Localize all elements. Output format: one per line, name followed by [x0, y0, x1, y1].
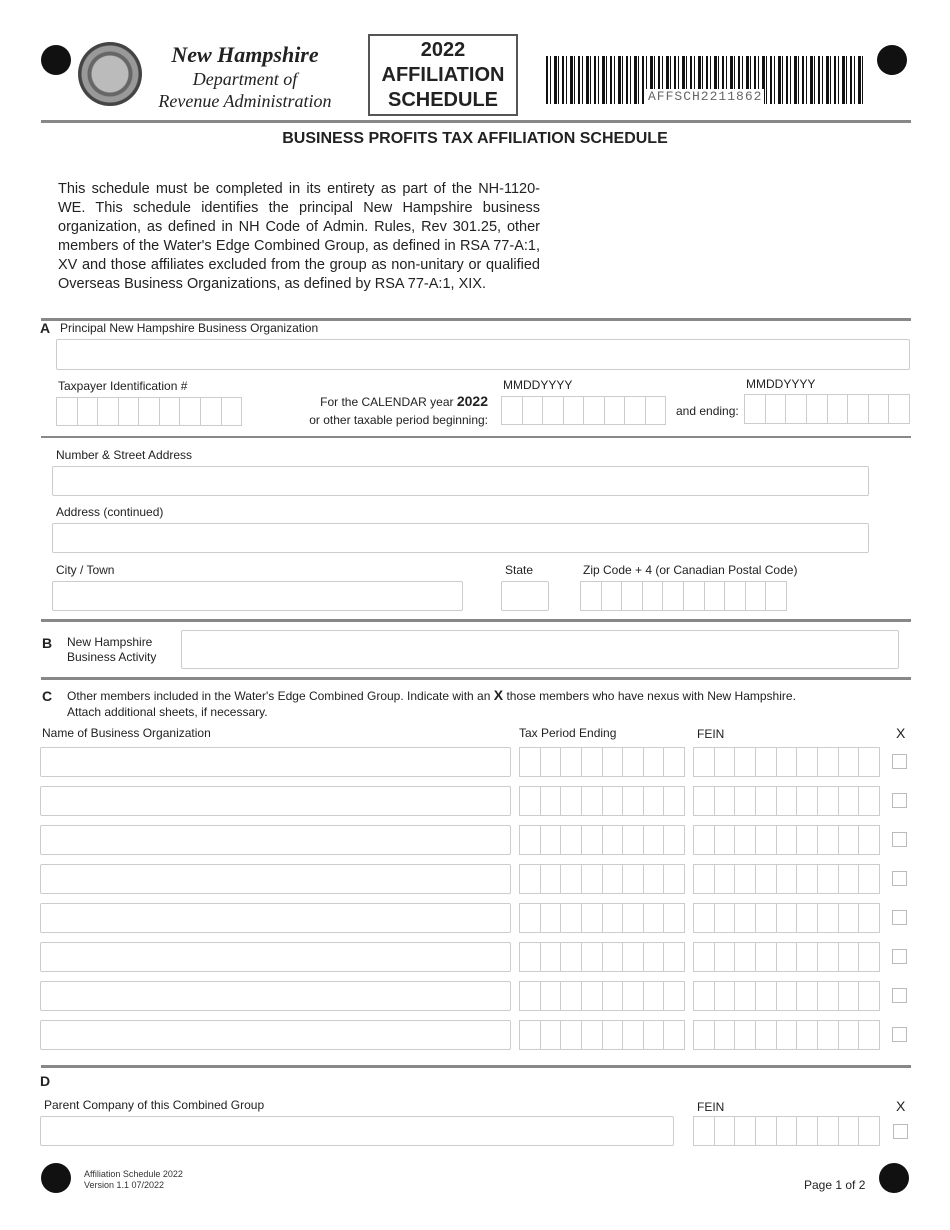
member-fein-input[interactable] [693, 942, 880, 972]
member-period-input[interactable] [519, 864, 685, 894]
col-header-fein: FEIN [697, 727, 725, 741]
form-footer [84, 1169, 183, 1191]
period-begin-date-input[interactable] [501, 396, 666, 425]
member-fein-input[interactable] [693, 981, 880, 1011]
footer-form-name: Affiliation Schedule 2022 [84, 1169, 183, 1179]
member-fein-input[interactable] [693, 786, 880, 816]
registration-mark [877, 45, 907, 75]
calendar-text: For the CALENDAR year [320, 395, 454, 409]
street-address-input[interactable] [52, 466, 869, 496]
ending-label: and ending: [676, 404, 739, 418]
registration-mark [879, 1163, 909, 1193]
member-nexus-checkbox[interactable] [892, 754, 907, 769]
col-header-period: Tax Period Ending [519, 726, 617, 740]
org-name-label: Principal New Hampshire Business Organization [60, 321, 319, 335]
address-continued-label: Address (continued) [56, 505, 164, 519]
member-fein-input[interactable] [693, 747, 880, 777]
member-name-input[interactable] [40, 786, 511, 816]
period-end-date-input[interactable] [744, 394, 910, 424]
street-address-label: Number & Street Address [56, 448, 193, 462]
calendar-year-label [300, 392, 488, 429]
member-period-input[interactable] [519, 786, 685, 816]
section-d-letter: D [40, 1073, 51, 1089]
member-name-input[interactable] [40, 747, 511, 777]
principal-org-input[interactable] [56, 339, 910, 370]
parent-fein-input[interactable] [693, 1116, 880, 1146]
footer-version: Version 1.1 07/2022 [84, 1180, 165, 1190]
agency-line-3: Revenue Administration [158, 91, 332, 111]
member-nexus-checkbox[interactable] [892, 871, 907, 886]
member-fein-input[interactable] [693, 903, 880, 933]
agency-line-1: New Hampshire [171, 42, 319, 67]
member-fein-input[interactable] [693, 1020, 880, 1050]
member-period-input[interactable] [519, 747, 685, 777]
parent-company-input[interactable] [40, 1116, 674, 1146]
form-title-line-1: AFFILIATION [381, 64, 505, 86]
form-year: 2022 [420, 39, 466, 61]
member-name-input[interactable] [40, 981, 511, 1011]
business-activity-input[interactable] [181, 630, 899, 669]
member-name-input[interactable] [40, 825, 511, 855]
parent-company-label: Parent Company of this Combined Group [44, 1098, 265, 1112]
col-header-name: Name of Business Organization [42, 726, 211, 740]
intro-paragraph: This schedule must be completed in its entirety as part of the NH-1120-WE. This schedule identifies the principal New Hampshire business organization, as defined in NH Code of Admin. Rules, Rev 301.25, other members of the Water's Edge Combined Group, as defined in RSA 77-A:1, XV and those affiliates excluded from the group as non-unitary or qualified Overseas Business Organizations, as defined by RSA 77-A:1, XIX. [58, 181, 540, 292]
divider [41, 619, 911, 622]
member-period-input[interactable] [519, 981, 685, 1011]
member-period-input[interactable] [519, 825, 685, 855]
city-label: City / Town [56, 563, 115, 577]
divider [41, 677, 911, 680]
section-b-letter: B [42, 635, 53, 651]
period-begin-text: or other taxable period beginning: [309, 413, 488, 427]
section-a-letter: A [40, 320, 51, 336]
zip-label: Zip Code + 4 (or Canadian Postal Code) [583, 563, 798, 577]
business-activity-label-line-2: Business Activity [67, 650, 157, 664]
state-input[interactable] [501, 581, 549, 611]
instruction-line-2: Attach additional sheets, if necessary. [67, 705, 268, 719]
agency-name [140, 42, 350, 112]
member-name-input[interactable] [40, 864, 511, 894]
parent-nexus-checkbox[interactable] [893, 1124, 908, 1139]
member-fein-input[interactable] [693, 864, 880, 894]
calendar-year: 2022 [456, 393, 488, 409]
member-name-input[interactable] [40, 1020, 511, 1050]
divider [41, 1065, 911, 1068]
member-period-input[interactable] [519, 1020, 685, 1050]
member-period-input[interactable] [519, 903, 685, 933]
col-header-x: X [896, 725, 906, 741]
address-continued-input[interactable] [52, 523, 869, 553]
registration-mark [41, 45, 71, 75]
end-date-format: MMDDYYYY [746, 377, 816, 391]
parent-x-label: X [896, 1098, 906, 1114]
registration-mark [41, 1163, 71, 1193]
form-title-box [368, 34, 518, 116]
business-activity-label [67, 635, 156, 665]
city-input[interactable] [52, 581, 463, 611]
member-nexus-checkbox[interactable] [892, 1027, 907, 1042]
zip-input[interactable] [580, 581, 787, 611]
member-nexus-checkbox[interactable] [892, 988, 907, 1003]
form-title-line-2: SCHEDULE [387, 89, 498, 111]
member-fein-input[interactable] [693, 825, 880, 855]
begin-date-format: MMDDYYYY [503, 378, 573, 392]
member-nexus-checkbox[interactable] [892, 949, 907, 964]
member-name-input[interactable] [40, 903, 511, 933]
parent-fein-label: FEIN [697, 1100, 725, 1114]
state-label: State [505, 563, 534, 577]
divider [41, 436, 911, 438]
instruction-text: Other members included in the Water's Edge Combined Group. Indicate with an [67, 689, 491, 703]
tin-label: Taxpayer Identification # [58, 379, 188, 393]
x-mark: X [493, 687, 504, 703]
divider [41, 120, 911, 123]
tin-input[interactable] [56, 397, 242, 426]
state-seal-logo [78, 42, 142, 106]
section-c-letter: C [42, 688, 53, 704]
page-number: Page 1 of 2 [804, 1178, 866, 1192]
member-name-input[interactable] [40, 942, 511, 972]
member-nexus-checkbox[interactable] [892, 910, 907, 925]
barcode-text: AFFSCH2211862 [648, 89, 763, 104]
member-nexus-checkbox[interactable] [892, 793, 907, 808]
member-period-input[interactable] [519, 942, 685, 972]
member-nexus-checkbox[interactable] [892, 832, 907, 847]
agency-line-2: Department of [192, 69, 298, 89]
section-c-instructions [67, 687, 796, 720]
instruction-text: those members who have nexus with New Hampshire. [506, 689, 796, 703]
business-activity-label-line-1: New Hampshire [67, 635, 153, 649]
page-title: BUSINESS PROFITS TAX AFFILIATION SCHEDULE [282, 130, 668, 147]
